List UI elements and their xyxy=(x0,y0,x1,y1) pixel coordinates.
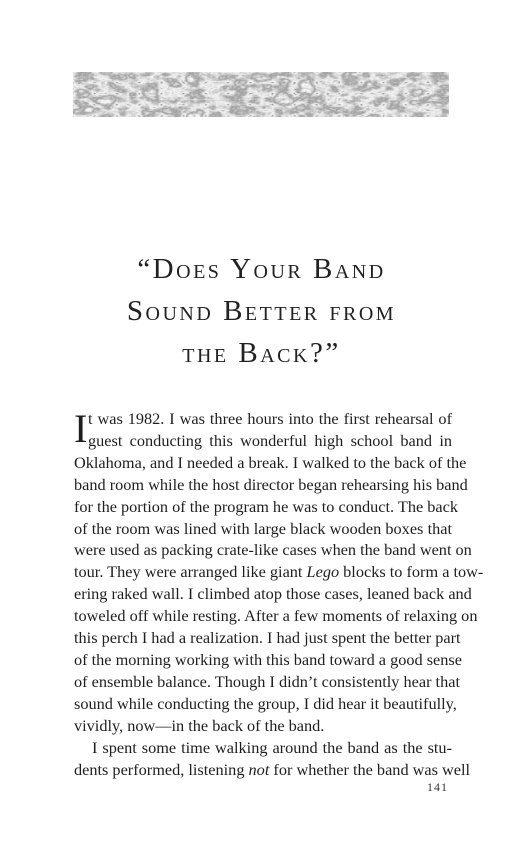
body-line-7: were used as packing crate-like cases when the band went on xyxy=(74,540,472,560)
chapter-title-line-1: “Does Your Band xyxy=(137,253,386,285)
body-line-12: of the morning working with this band toward a good sense xyxy=(74,649,462,669)
body-line-8-start: tour. They were arranged like giant xyxy=(74,562,307,582)
body-line-17-start: dents performed, listening xyxy=(74,759,249,779)
body-line-14: sound while conducting the group, I did hear it beautifully, xyxy=(74,693,457,713)
body-line-8-end: blocks to form a tow- xyxy=(339,562,484,582)
page-number: 141 xyxy=(427,780,448,794)
chapter-title xyxy=(40,248,483,374)
body-line-9: ering raked wall. I climbed atop those cases, leaned back and xyxy=(74,584,472,604)
italic-lego: Lego xyxy=(306,562,340,582)
body-line-2: guest conducting this wonderful high school band in xyxy=(88,430,452,450)
body-line-6: of the room was lined with large black wooden boxes that xyxy=(74,518,452,538)
body-line-4: band room while the host director began rehearsing his band xyxy=(74,474,468,494)
body-line-1-text: t was 1982. I was three hours into the first rehearsal of xyxy=(88,409,452,428)
body-text xyxy=(74,406,484,780)
body-line-11: this perch I had a realization. I had just spent the better part xyxy=(74,628,461,648)
chapter-title-line-3: the Back?” xyxy=(182,337,341,369)
body-line-10: toweled off while resting. After a few moments of relaxing on xyxy=(74,606,478,626)
body-line-15: vividly, now—in the back of the band. xyxy=(74,715,325,735)
body-line-13: of ensemble balance. Though I didn’t consistently hear that xyxy=(74,671,460,691)
body-line-17 xyxy=(74,759,471,781)
body-line-8 xyxy=(74,561,484,583)
body-line-16: I spent some time walking around the band as the stu- xyxy=(92,737,452,757)
chapter-title-line-2: Sound Better from xyxy=(126,295,397,327)
italic-not: not xyxy=(248,759,270,779)
body-line-3: Oklahoma, and I needed a break. I walked to the back of the xyxy=(74,452,467,472)
chapter-header-ornament xyxy=(73,72,449,117)
drop-cap: I xyxy=(74,406,88,451)
body-line-5: for the portion of the program he was to conduct. The back xyxy=(74,496,459,516)
body-line-17-end: for whether the band was well xyxy=(269,759,471,779)
